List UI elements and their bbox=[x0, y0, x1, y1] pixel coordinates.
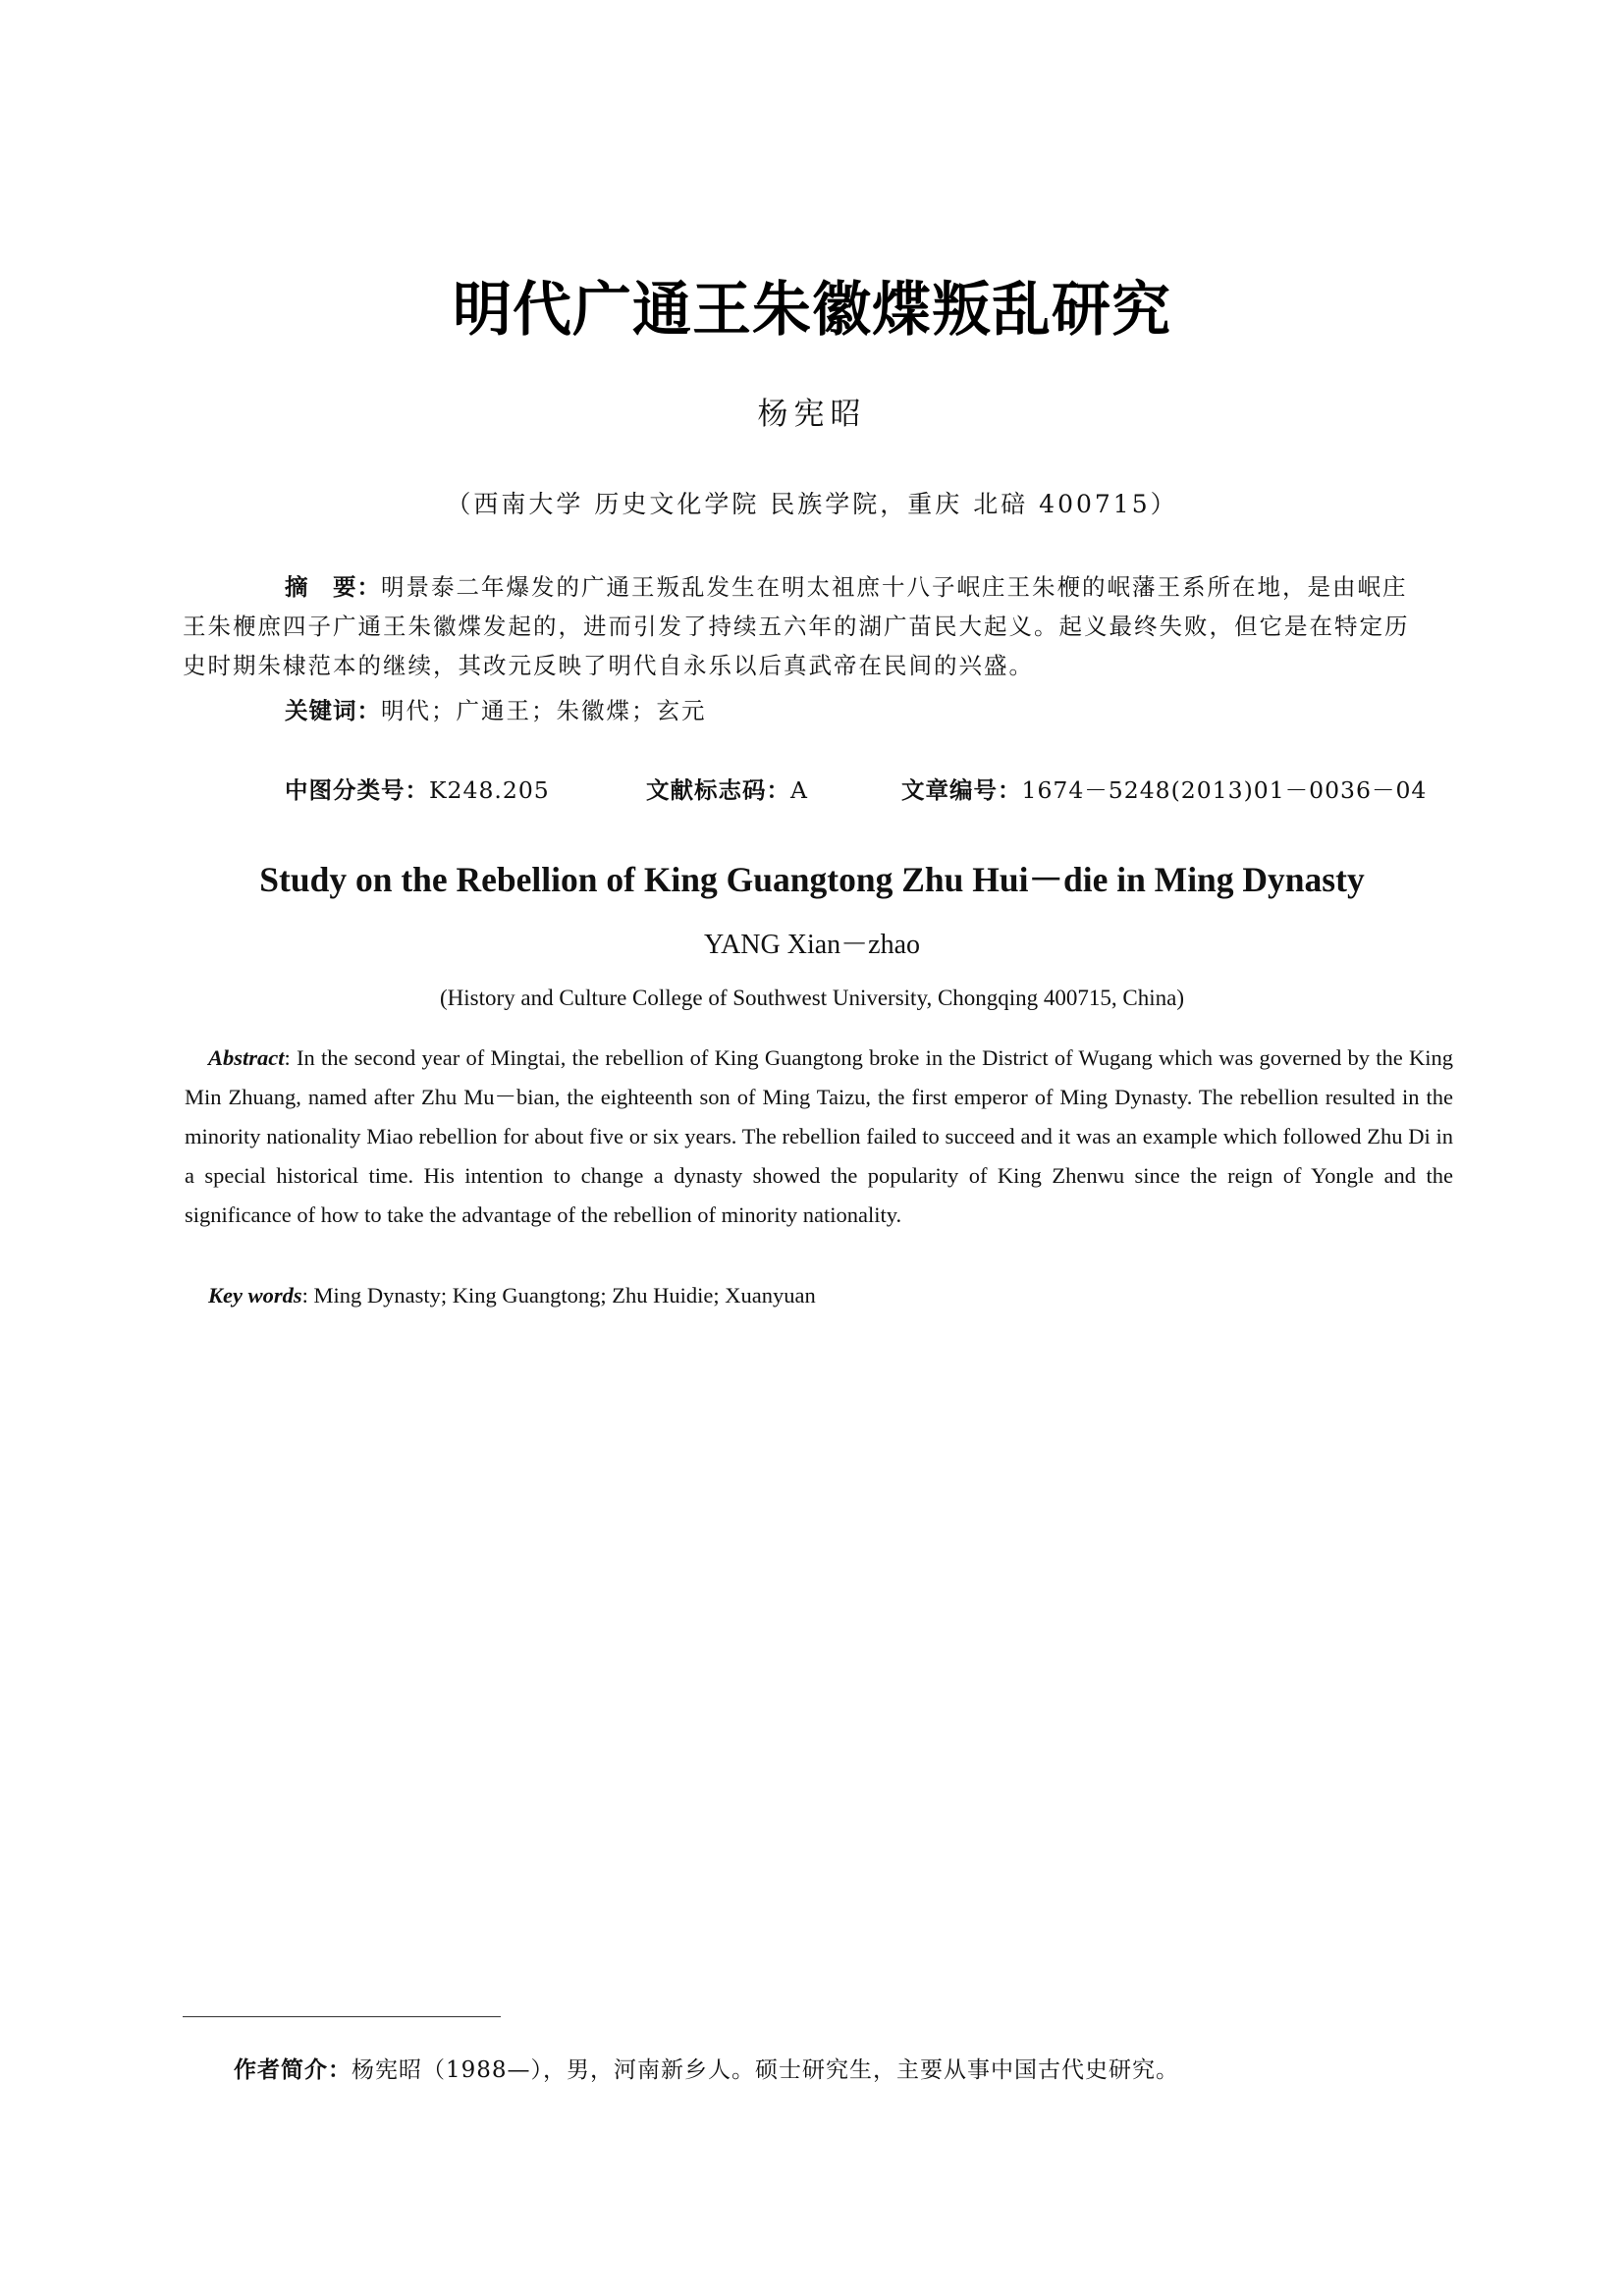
keywords-en-label: Key words bbox=[208, 1283, 302, 1308]
article-number bbox=[901, 772, 1427, 805]
clc-value: K248.205 bbox=[429, 776, 550, 804]
article-no-value: 1674－5248(2013)01－0036－04 bbox=[1021, 776, 1428, 804]
doc-code-value: A bbox=[790, 776, 808, 804]
keywords-cn-label: 关键词： bbox=[285, 697, 381, 724]
footnote-text: 杨宪昭（1988—），男，河南新乡人。硕士研究生，主要从事中国古代史研究。 bbox=[352, 2057, 1180, 2083]
article-no-label: 文章编号： bbox=[901, 776, 1022, 804]
keywords-en-text: Ming Dynasty; King Guangtong; Zhu Huidie; Xuanyuan bbox=[313, 1283, 816, 1308]
abstract-cn-label: 摘 要： bbox=[285, 573, 381, 601]
keywords-cn-text: 明代；广通王；朱徽煠；玄元 bbox=[381, 697, 707, 724]
doc-code-label: 文献标志码： bbox=[646, 776, 790, 804]
abstract-cn bbox=[183, 567, 1410, 685]
footnote-label: 作者简介： bbox=[234, 2057, 352, 2083]
paper-title-en: Study on the Rebellion of King Guangtong Zhu Hui－die in Ming Dynasty bbox=[259, 860, 1365, 899]
abstract-en-label: Abstract bbox=[208, 1045, 285, 1070]
abstract-en bbox=[185, 1039, 1453, 1235]
footnote-divider bbox=[183, 2016, 501, 2017]
keywords-cn bbox=[285, 691, 707, 730]
keywords-en-sep: : bbox=[301, 1283, 314, 1308]
affiliation-en: (History and Culture College of Southwest University, Chongqing 400715, China) bbox=[439, 986, 1185, 1010]
document-code bbox=[646, 772, 808, 805]
author-footnote bbox=[234, 2052, 1179, 2084]
abstract-cn-text: 明景泰二年爆发的广通王叛乱发生在明太祖庶十八子岷庄王朱楩的岷藩王系所在地，是由岷庄王朱楩庶四子广通王朱徽煠发起的，进而引发了持续五六年的湖广苗民大起义。起义最终失败，但它是在特定历史时期朱棣范本的继续，其改元反映了明代自永乐以后真武帝在民间的兴盛。 bbox=[183, 573, 1410, 679]
author-name-cn: 杨宪昭 bbox=[757, 397, 867, 432]
classification-row bbox=[285, 772, 1463, 811]
affiliation-cn: （西南大学 历史文化学院 民族学院，重庆 北碚 400715） bbox=[446, 490, 1178, 518]
clc-number bbox=[285, 772, 550, 805]
abstract-en-sep: : bbox=[284, 1045, 298, 1070]
clc-label: 中图分类号： bbox=[285, 776, 429, 804]
author-name-en: YANG Xian－zhao bbox=[703, 930, 921, 960]
abstract-en-text: In the second year of Mingtai, the rebellion of King Guangtong broke in the District of Wugang which was governed by the King Min Zhuang, named after Zhu Mu－bian, the eighteenth son of Ming Taizu, the first emperor of Ming Dynasty. The rebellion resulted in the minority nationality Miao rebellion for about five or six years. The rebellion failed to succeed and it was an example which followed Zhu Di in a special historical time. His intention to change a dynasty showed the popularity of King Zhenwu since the reign of Yongle and the significance of how to take the advantage of the rebellion of minority nationality. bbox=[185, 1045, 1453, 1227]
keywords-en bbox=[208, 1276, 816, 1315]
paper-title-cn: 明代广通王朱徽煠叛乱研究 bbox=[453, 276, 1171, 345]
